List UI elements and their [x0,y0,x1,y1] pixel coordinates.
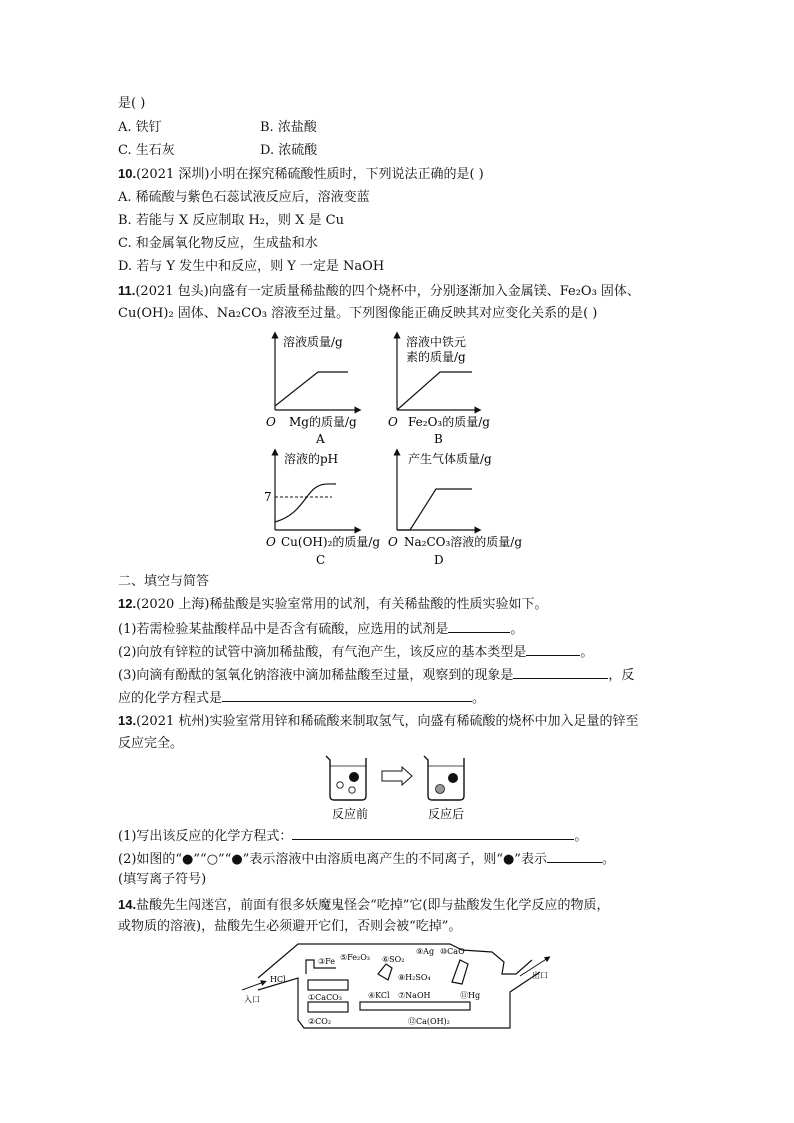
label-after: 反应后 [428,807,465,821]
ion-gray [436,785,445,794]
q13-blank-2[interactable] [547,848,602,863]
graph-c-ylabel: 溶液的pH [284,452,339,466]
q13-part-2b: (填写离子符号) [118,872,207,887]
section-2-heading: 二、填空与简答 [118,574,210,589]
graph-b [388,334,490,446]
maze-item-naoh: ⑦NaOH [398,991,431,1000]
graph-d [388,451,522,567]
ion-white [349,787,355,793]
q10-option-d: D. 若与 Y 发生中和反应，则 Y 一定是 NaOH [118,259,385,274]
maze-item-caoh2: ⑫Ca(OH)₂ [408,1017,450,1026]
graph-d-tag: D [434,553,444,567]
maze-item-hg: ⑪Hg [460,991,481,1000]
q10-option-b: B. 若能与 X 反应制取 H₂，则 X 是 Cu [118,213,344,228]
q11-stem-2: Cu(OH)₂ 固体、Na₂CO₃ 溶液至过量。下列图像能正确反映其对应变化关系的是( ) [118,306,598,321]
maze-item-ag: ⑨Ag [416,947,435,956]
q12-part-2-end: 。 [580,645,594,660]
graph-b-ylabel-1: 溶液中铁元 [406,335,467,349]
q14-text-1: 盐酸先生闯迷宫，前面有很多妖魔鬼怪会“吃掉”它(即与盐酸发生化学反应的物质， [136,898,610,913]
q14-maze [240,938,560,1038]
q12-part-3-text: (3)向滴有酚酞的氢氧化钠溶液中滴加稀盐酸至过量，观察到的现象是 [118,668,514,683]
q11-text-1: (2021 包头)向盛有一定质量稀盐酸的四个烧杯中，分别逐渐加入金属镁、Fe₂O₃ 固体、 [135,284,640,299]
graph-a-xlabel: Mg的质量/g [289,415,357,429]
q12-part-2 [118,641,593,662]
q12-blank-4[interactable] [222,687,472,702]
q12-part-3-end: ，反 [608,668,635,683]
graph-b-origin: O [388,415,398,429]
beaker-after [424,756,464,800]
q12-number: 12. [118,596,137,611]
graph-c-tick-7: 7 [264,490,272,504]
graph-c [264,451,380,567]
maze-item-h2so4: ⑧H₂SO₄ [398,973,431,982]
maze-item-co2: ②CO₂ [308,1017,332,1026]
q13-part-1-text: (1)写出该反应的化学方程式： [118,829,293,844]
q14-stem-1 [118,896,609,915]
q10-text: (2021 深圳)小明在探究稀硫酸性质时，下列说法正确的是( ) [136,167,484,182]
graph-a-ylabel: 溶液质量/g [283,335,343,349]
graph-d-ylabel: 产生气体质量/g [408,452,492,466]
graph-b-tag: B [434,432,443,446]
q12-blank-2[interactable] [526,641,580,656]
q13-part-2-text: (2)如图的“●”“○”“●”表示溶液中由溶质电离产生的不同离子，则“●”表示 [118,852,547,867]
q13-part-1 [118,825,587,846]
maze-item-so2: ⑥SO₂ [382,955,405,964]
q13-blank-1[interactable] [292,825,574,840]
q12-part-3b-text: 应的化学方程式是 [118,691,223,706]
q9-option-c: C. 生石灰 [118,143,175,158]
graph-c-origin: O [266,535,276,549]
q9-option-b: B. 浓盐酸 [260,120,317,135]
q12-part-1-text: (1)若需检验某盐酸样品中是否含有硫酸，应选用的试剂是 [118,622,449,637]
q13-text-1: (2021 杭州)实验室常用锌和稀硫酸来制取氢气，向盛有稀硫酸的烧杯中加入足量的锌至 [136,714,639,729]
graph-a-origin: O [266,415,276,429]
q12-part-1 [118,618,523,639]
q13-part-2-end: 。 [601,852,615,867]
q12-blank-3[interactable] [513,664,608,679]
graph-b-ylabel-2: 素的质量/g [406,350,466,364]
arrow-icon [382,767,412,785]
graph-a-tag: A [316,432,325,446]
maze-exit: 出口 [532,971,548,980]
q13-part-1-end: 。 [574,829,588,844]
graph-c-xlabel: Cu(OH)₂的质量/g [281,535,381,549]
q12-part-3 [118,664,634,685]
q14-number: 14. [118,897,137,912]
label-before: 反应前 [332,807,369,821]
q12-text: (2020 上海)稀盐酸是实验室常用的试剂，有关稀盐酸的性质实验如下。 [136,597,548,612]
q9-option-d: D. 浓硫酸 [260,143,318,158]
ion-black [349,772,359,782]
q12-part-2-text: (2)向放有锌粒的试管中滴加稀盐酸，有气泡产生，该反应的基本类型是 [118,645,527,660]
maze-hcl: HCl [270,975,286,984]
q9-option-a: A. 铁钉 [118,120,162,135]
beaker-before [326,756,366,800]
q14-stem-2: 或物质的溶液)，盐酸先生必须避开它们，否则会被“吃掉”。 [118,919,462,934]
q13-number: 13. [118,713,137,728]
q10-number: 10. [118,166,137,181]
graph-b-xlabel: Fe₂O₃的质量/g [408,415,490,429]
q13-stem-2: 反应完全。 [118,736,184,751]
maze-item-fe: ③Fe [318,957,336,966]
q13-beakers [320,752,480,824]
q12-part-3b [118,687,485,708]
q12-part-1-end: 。 [510,622,524,637]
q13-part-2 [118,848,615,869]
q10-option-a: A. 稀硫酸与紫色石蕊试液反应后，溶液变蓝 [118,190,370,205]
q9-tail: 是( ) [118,96,146,111]
q12-stem [118,595,547,614]
q12-blank-1[interactable] [448,618,510,633]
maze-item-fe2o3: ⑤Fe₂O₃ [340,953,370,962]
ion-white [337,782,343,788]
q11-number: 11. [118,283,136,298]
q12-part-3b-end: 。 [472,691,486,706]
ion-black [448,773,458,783]
maze-item-caco3: ①CaCO₃ [308,993,342,1002]
graph-d-origin: O [388,535,398,549]
maze-entry: 入口 [244,995,260,1004]
graph-a [266,334,358,446]
q13-stem-1 [118,712,638,731]
graph-c-tag: C [316,553,326,567]
graph-d-xlabel: Na₂CO₃溶液的质量/g [404,535,523,549]
maze-item-cao: ⑩CaO [440,947,465,956]
q10-option-c: C. 和金属氧化物反应，生成盐和水 [118,236,318,251]
maze-item-kcl: ④KCl [368,991,390,1000]
